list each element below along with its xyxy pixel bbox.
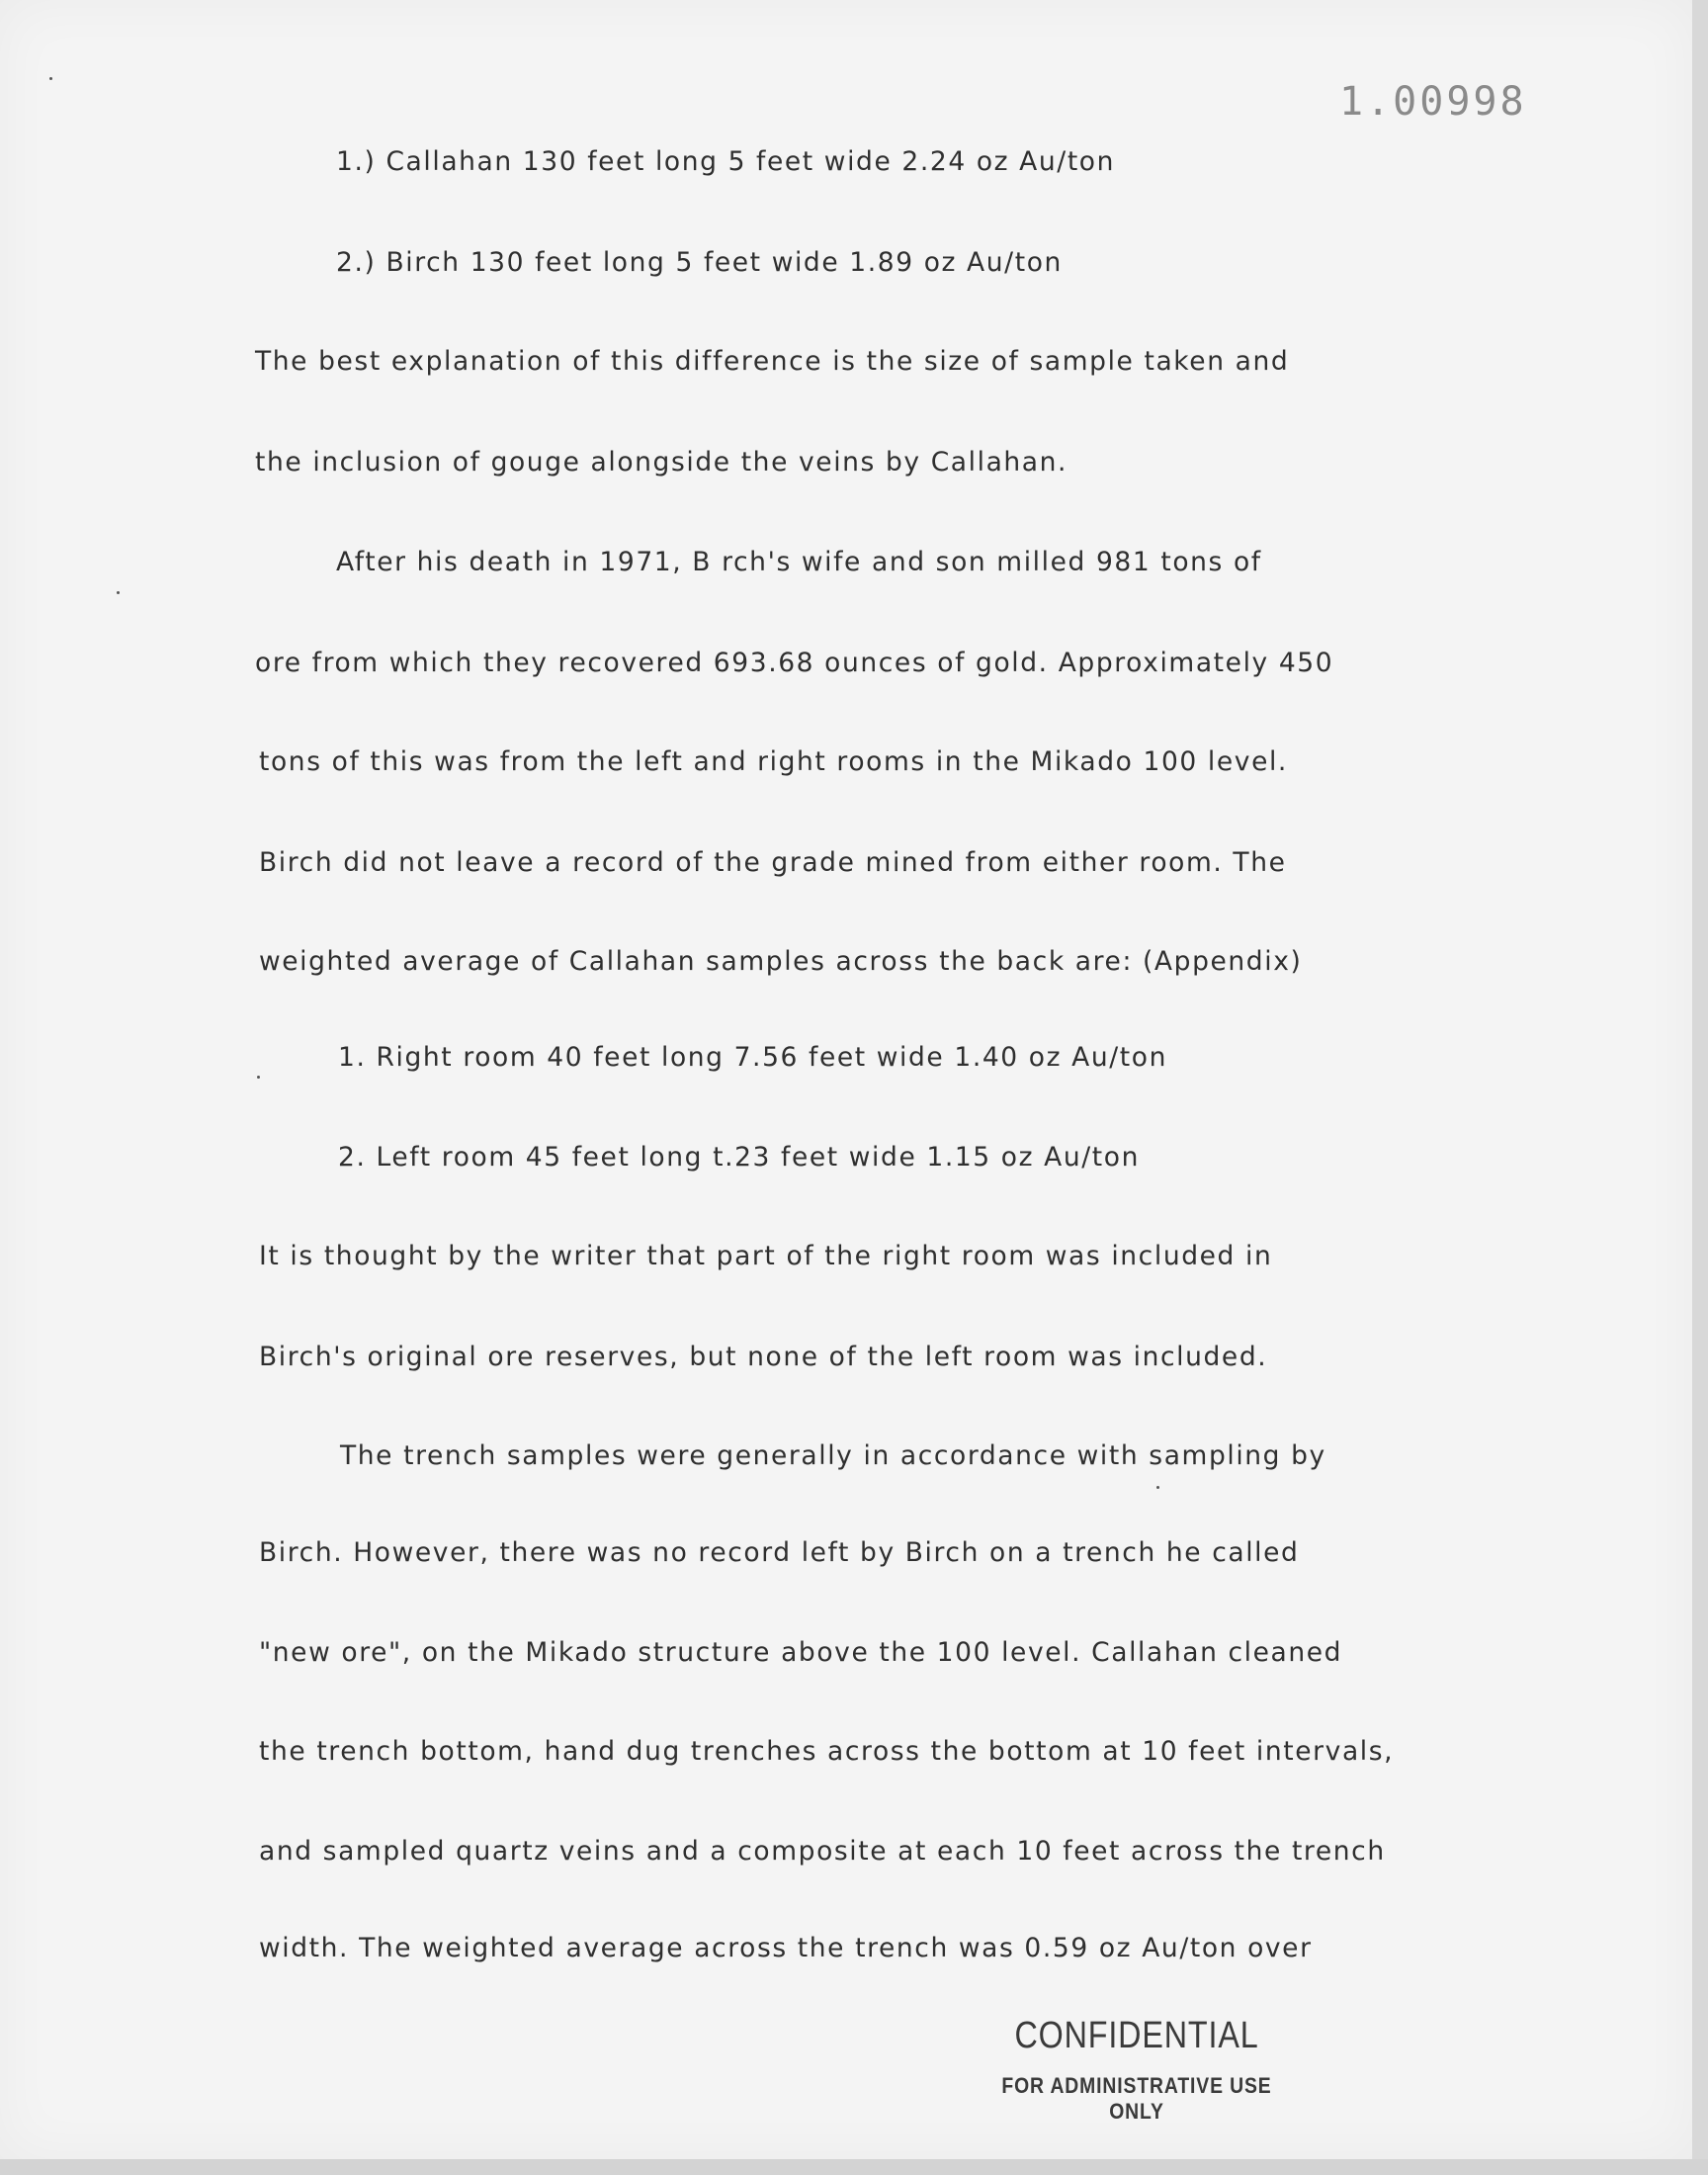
- text-line: tons of this was from the left and right rooms in the Mikado 100 level.: [259, 746, 1288, 777]
- stamp-subtitle: FOR ADMINISTRATIVE USE ONLY: [1001, 2073, 1272, 2124]
- scan-edge-right: [1692, 0, 1708, 2175]
- text-line: It is thought by the writer that part of the right room was included in: [259, 1241, 1273, 1271]
- text-line: the inclusion of gouge alongside the veins by Callahan.: [255, 447, 1068, 478]
- list-item-left-room: 2. Left room 45 feet long t.23 feet wide 1.15 oz Au/ton: [338, 1142, 1140, 1173]
- scan-speck: [117, 591, 120, 594]
- text-line: and sampled quartz veins and a composite at each 10 feet across the trench: [259, 1836, 1386, 1867]
- text-line: width. The weighted average across the trench was 0.59 oz Au/ton over: [259, 1933, 1313, 1963]
- text-line: The best explanation of this difference is the size of sample taken and: [255, 346, 1290, 377]
- text-line: Birch's original ore reserves, but none of the left room was included.: [259, 1342, 1268, 1372]
- text-line: Birch. However, there was no record left by Birch on a trench he called: [259, 1537, 1300, 1568]
- scan-edge-bottom: [0, 2159, 1708, 2175]
- scan-speck: [49, 77, 52, 80]
- list-item-birch: 2.) Birch 130 feet long 5 feet wide 1.89 oz Au/ton: [336, 247, 1063, 278]
- list-item-right-room: 1. Right room 40 feet long 7.56 feet wide 1.40 oz Au/ton: [338, 1042, 1167, 1073]
- page-number: 1.00998: [1339, 79, 1527, 125]
- text-line: ore from which they recovered 693.68 ounces of gold. Approximately 450: [255, 648, 1334, 678]
- scan-speck: [257, 1076, 260, 1079]
- text-line: After his death in 1971, B rch's wife and son milled 981 tons of: [336, 547, 1262, 577]
- text-line: "new ore", on the Mikado structure above the 100 level. Callahan cleaned: [259, 1637, 1343, 1668]
- scan-speck: [1156, 1486, 1159, 1489]
- text-line: the trench bottom, hand dug trenches across the bottom at 10 feet intervals,: [259, 1736, 1395, 1767]
- text-line: Birch did not leave a record of the grade mined from either room. The: [259, 847, 1287, 878]
- text-line: The trench samples were generally in accordance with sampling by: [340, 1440, 1326, 1471]
- list-item-callahan: 1.) Callahan 130 feet long 5 feet wide 2.24 oz Au/ton: [336, 146, 1116, 177]
- text-line: weighted average of Callahan samples across the back are: (Appendix): [259, 946, 1303, 977]
- confidential-stamp: CONFIDENTIAL: [1014, 2015, 1259, 2056]
